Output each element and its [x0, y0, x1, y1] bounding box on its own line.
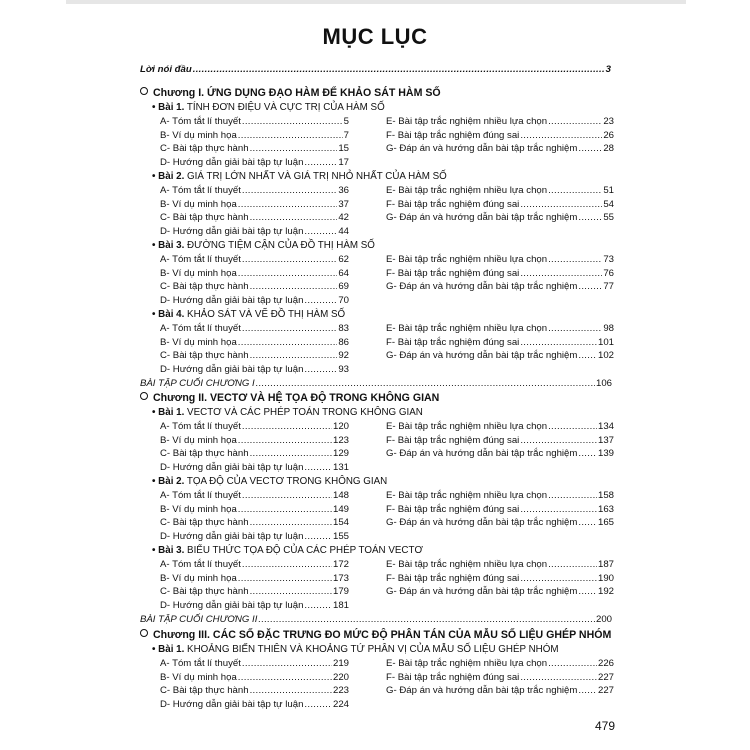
entry-page: 163	[597, 503, 614, 515]
dot-leader	[578, 142, 602, 156]
entry-page: 70	[338, 295, 349, 307]
lesson-title-text: VECTƠ VÀ CÁC PHÉP TOÁN TRONG KHÔNG GIAN	[187, 407, 423, 418]
toc-entry[interactable]	[386, 129, 614, 143]
toc-entry[interactable]	[160, 420, 349, 434]
dot-leader	[548, 115, 602, 129]
toc-entry-chapter-exercises[interactable]	[140, 377, 612, 391]
entry-label: C- Bài tập thực hành	[160, 685, 249, 697]
lesson-items	[140, 558, 612, 613]
dot-leader	[193, 63, 605, 77]
toc-entry[interactable]	[386, 115, 614, 129]
toc-entry[interactable]	[160, 129, 349, 143]
lesson-items	[140, 420, 612, 475]
lesson-label: Bài 3.	[158, 239, 185, 251]
circle-bullet-icon	[140, 629, 148, 637]
dot-leader	[548, 253, 602, 267]
dot-leader	[238, 434, 332, 448]
entry-page: 17	[338, 157, 349, 169]
toc-entry[interactable]	[160, 698, 349, 712]
entry-page: 102	[597, 350, 614, 362]
lesson-label: Bài 1.	[158, 102, 185, 113]
toc-entry[interactable]	[160, 322, 349, 336]
lesson-items	[140, 322, 612, 377]
entry-label: A- Tóm tắt lí thuyết	[160, 253, 241, 265]
lesson-items	[140, 657, 612, 712]
entry-label: BÀI TẬP CUỐI CHƯƠNG I	[140, 377, 255, 389]
dot-leader	[520, 503, 597, 517]
dot-leader	[250, 684, 332, 698]
entry-page: 154	[332, 517, 349, 529]
bullet-icon: •	[152, 102, 156, 113]
dot-leader	[250, 447, 332, 461]
toc-entry[interactable]	[160, 558, 349, 572]
entry-page: 51	[603, 184, 614, 196]
dot-leader	[238, 336, 338, 350]
lesson-title-text: GIÁ TRỊ LỚN NHẤT VÀ GIÁ TRỊ NHỎ NHẤT CỦA HÀM SỐ	[187, 170, 447, 182]
entry-label: G- Đáp án và hướng dẫn bài tập trắc nghiệm	[386, 281, 578, 293]
page-top-edge	[66, 0, 686, 4]
dot-leader	[548, 322, 602, 336]
toc-entry[interactable]	[386, 142, 614, 156]
entry-page: 42	[338, 212, 349, 224]
toc-entry[interactable]	[160, 363, 349, 377]
toc-entry[interactable]	[160, 599, 349, 613]
dot-leader	[238, 671, 332, 685]
entry-label: D- Hướng dẫn giải bài tập tự luận	[160, 600, 304, 612]
entry-label: B- Ví dụ minh họa	[160, 572, 237, 584]
toc-entry[interactable]	[160, 572, 349, 586]
lesson-title-text: KHOẢNG BIẾN THIÊN VÀ KHOẢNG TỨ PHÂN VỊ CỦA MẪU SỐ LIỆU GHÉP NHÓM	[187, 644, 559, 655]
entry-page: 155	[332, 531, 349, 543]
lesson-label: Bài 2.	[158, 475, 185, 487]
chapter-title[interactable]	[140, 391, 612, 406]
entry-page: 28	[603, 143, 614, 155]
entry-page: 73	[603, 253, 614, 265]
entry-label: C- Bài tập thực hành	[160, 212, 249, 224]
toc-entry-chapter-exercises[interactable]	[140, 613, 612, 627]
entry-label: B- Ví dụ minh họa	[160, 503, 237, 515]
bullet-icon: •	[152, 644, 156, 655]
toc-entry[interactable]	[386, 211, 614, 225]
entry-label: D- Hướng dẫn giải bài tập tự luận	[160, 157, 304, 169]
chapter-title[interactable]	[140, 628, 612, 643]
dot-leader	[242, 420, 332, 434]
lesson-items	[140, 253, 612, 308]
chapter-title-text: Chương III. CÁC SỐ ĐẶC TRƯNG ĐO MỨC ĐỘ PHÂN TÁN CỦA MẪU SỐ LIỆU GHÉP NHÓM	[153, 629, 612, 641]
lesson-title[interactable]	[140, 475, 612, 489]
entry-label: G- Đáp án và hướng dẫn bài tập trắc nghiệm	[386, 212, 578, 224]
entry-page: 149	[332, 503, 349, 515]
toc-entry[interactable]	[386, 657, 614, 671]
entry-page: 120	[332, 420, 349, 432]
dot-leader	[242, 184, 337, 198]
entry-page: 23	[603, 115, 614, 127]
entry-label: A- Tóm tắt lí thuyết	[160, 322, 241, 334]
entry-page: 62	[338, 253, 349, 265]
entry-page: 64	[338, 267, 349, 279]
toc-entry[interactable]	[160, 280, 349, 294]
entry-label: A- Tóm tắt lí thuyết	[160, 420, 241, 432]
entry-page: 101	[597, 336, 614, 348]
entry-page: 77	[603, 281, 614, 293]
dot-leader	[578, 349, 597, 363]
toc-entry[interactable]	[160, 489, 349, 503]
entry-page: 26	[603, 129, 614, 141]
entry-label: E- Bài tập trắc nghiệm nhiều lựa chọn	[386, 657, 548, 669]
entry-label: G- Đáp án và hướng dẫn bài tập trắc nghiệm	[386, 517, 578, 529]
bullet-icon: •	[152, 475, 156, 487]
dot-leader	[242, 115, 343, 129]
page-title: MỤC LỤC	[322, 24, 428, 49]
entry-page: 92	[338, 350, 349, 362]
entry-label: G- Đáp án và hướng dẫn bài tập trắc nghiệm	[386, 448, 578, 460]
chapter-title-text: Chương I. ỨNG DỤNG ĐẠO HÀM ĐỂ KHẢO SÁT HÀM SỐ	[153, 87, 441, 99]
lesson-title[interactable]	[140, 544, 612, 558]
entry-label: A- Tóm tắt lí thuyết	[160, 489, 241, 501]
toc-entry[interactable]	[160, 115, 349, 129]
entry-label: BÀI TẬP CUỐI CHƯƠNG II	[140, 613, 258, 625]
circle-bullet-icon	[140, 392, 148, 400]
dot-leader	[250, 585, 332, 599]
chapter-section	[140, 86, 612, 391]
entry-page: 106	[595, 377, 612, 389]
entry-page: 223	[332, 685, 349, 697]
toc-entry[interactable]	[386, 503, 614, 517]
dot-leader	[548, 558, 597, 572]
entry-label: E- Bài tập trắc nghiệm nhiều lựa chọn	[386, 322, 548, 334]
toc-entry[interactable]	[160, 447, 349, 461]
dot-leader	[548, 489, 597, 503]
entry-label: E- Bài tập trắc nghiệm nhiều lựa chọn	[386, 489, 548, 501]
entry-page: 227	[597, 671, 614, 683]
circle-bullet-icon	[140, 87, 148, 95]
entry-page: 44	[338, 226, 349, 238]
entry-page: 137	[597, 434, 614, 446]
entry-label: G- Đáp án và hướng dẫn bài tập trắc nghiệm	[386, 350, 578, 362]
lesson-title-text: TỌA ĐỘ CỦA VECTƠ TRONG KHÔNG GIAN	[186, 475, 388, 487]
dot-leader	[242, 657, 332, 671]
entry-page: 227	[597, 685, 614, 697]
entry-page: 69	[338, 281, 349, 293]
dot-leader	[304, 294, 337, 308]
entry-label: D- Hướng dẫn giải bài tập tự luận	[160, 699, 304, 711]
toc-entry[interactable]	[386, 420, 614, 434]
entry-label: Lời nói đầu	[140, 64, 192, 75]
entry-label: D- Hướng dẫn giải bài tập tự luận	[160, 462, 304, 474]
entry-label: F- Bài tập trắc nghiệm đúng sai	[386, 503, 520, 515]
lesson-title-text: ĐƯỜNG TIỆM CẬN CỦA ĐỒ THỊ HÀM SỐ	[187, 239, 375, 251]
dot-leader	[258, 613, 595, 627]
entry-page: 181	[332, 600, 349, 612]
toc-entry[interactable]	[386, 671, 614, 685]
dot-leader	[548, 184, 602, 198]
entry-label: F- Bài tập trắc nghiệm đúng sai	[386, 198, 520, 210]
entry-page: 93	[338, 364, 349, 376]
toc-entry[interactable]	[160, 267, 349, 281]
toc-entry[interactable]	[386, 684, 614, 698]
entry-page: 55	[603, 212, 614, 224]
dot-leader	[256, 377, 595, 391]
chapter-section	[140, 391, 612, 627]
dot-leader	[238, 503, 332, 517]
entry-page: 5	[343, 115, 349, 127]
toc-entry[interactable]	[386, 585, 614, 599]
lesson-label: Bài 1.	[158, 407, 185, 418]
entry-page: 129	[332, 448, 349, 460]
chapter-title[interactable]	[140, 86, 612, 101]
entry-label: C- Bài tập thực hành	[160, 281, 249, 293]
entry-label: F- Bài tập trắc nghiệm đúng sai	[386, 129, 520, 141]
dot-leader	[238, 198, 338, 212]
entry-label: B- Ví dụ minh họa	[160, 267, 237, 279]
entry-page: 36	[338, 184, 349, 196]
toc-entry[interactable]	[160, 349, 349, 363]
dot-leader	[304, 225, 337, 239]
dot-leader	[520, 671, 597, 685]
dot-leader	[520, 198, 602, 212]
entry-label: C- Bài tập thực hành	[160, 350, 249, 362]
entry-page: 139	[597, 448, 614, 460]
entry-page: 190	[597, 572, 614, 584]
lesson-label: Bài 4.	[158, 308, 185, 320]
lesson-title-text: KHẢO SÁT VÀ VẼ ĐỒ THỊ HÀM SỐ	[187, 308, 346, 320]
entry-page: 165	[597, 517, 614, 529]
toc-entry[interactable]	[160, 585, 349, 599]
bullet-icon: •	[152, 239, 156, 251]
entry-page: 158	[597, 489, 614, 501]
dot-leader	[578, 516, 597, 530]
toc-entry[interactable]	[160, 434, 349, 448]
entry-page: 226	[597, 657, 614, 669]
toc-entry[interactable]	[160, 184, 349, 198]
entry-page: 179	[332, 586, 349, 598]
toc-entry[interactable]	[386, 447, 614, 461]
lesson-items	[140, 489, 612, 544]
entry-label: C- Bài tập thực hành	[160, 517, 249, 529]
toc-entry[interactable]	[160, 684, 349, 698]
entry-label: G- Đáp án và hướng dẫn bài tập trắc nghiệm	[386, 685, 578, 697]
entry-label: F- Bài tập trắc nghiệm đúng sai	[386, 336, 520, 348]
entry-label: E- Bài tập trắc nghiệm nhiều lựa chọn	[386, 115, 548, 127]
bullet-icon: •	[152, 170, 156, 182]
toc-entry[interactable]	[160, 211, 349, 225]
entry-label: F- Bài tập trắc nghiệm đúng sai	[386, 267, 520, 279]
lesson-title[interactable]	[140, 643, 612, 657]
toc-entry[interactable]	[386, 322, 614, 336]
dot-leader	[242, 489, 332, 503]
lesson-title[interactable]	[140, 101, 612, 115]
toc-entry[interactable]	[386, 572, 614, 586]
dot-leader	[242, 558, 332, 572]
entry-page: 172	[332, 558, 349, 570]
toc-entry[interactable]	[386, 516, 614, 530]
dot-leader	[520, 336, 597, 350]
toc-entry[interactable]	[160, 516, 349, 530]
lesson-title-text: BIỂU THỨC TỌA ĐỘ CỦA CÁC PHÉP TOÁN VECTƠ	[187, 544, 423, 556]
dot-leader	[578, 280, 602, 294]
dot-leader	[250, 516, 332, 530]
dot-leader	[578, 447, 597, 461]
toc-entry[interactable]	[160, 671, 349, 685]
chapter-title-text: Chương II. VECTƠ VÀ HỆ TỌA ĐỘ TRONG KHÔNG GIAN	[153, 392, 440, 404]
lesson-label: Bài 2.	[158, 170, 185, 182]
lesson-title[interactable]	[140, 239, 612, 253]
toc-entry[interactable]	[386, 336, 614, 350]
toc-entry[interactable]	[160, 461, 349, 475]
dot-leader	[548, 420, 597, 434]
toc-entry[interactable]	[160, 156, 349, 170]
dot-leader	[250, 349, 338, 363]
entry-page: 173	[332, 572, 349, 584]
entry-label: D- Hướng dẫn giải bài tập tự luận	[160, 364, 304, 376]
page-number: 479	[595, 719, 616, 733]
entry-page: 83	[338, 322, 349, 334]
chapter-section	[140, 628, 612, 712]
entry-label: C- Bài tập thực hành	[160, 143, 249, 155]
entry-page: 86	[338, 336, 349, 348]
toc-entry[interactable]	[386, 253, 614, 267]
lesson-title[interactable]	[140, 406, 612, 420]
dot-leader	[548, 657, 597, 671]
dot-leader	[520, 572, 597, 586]
dot-leader	[520, 434, 597, 448]
entry-label: D- Hướng dẫn giải bài tập tự luận	[160, 295, 304, 307]
entry-label: E- Bài tập trắc nghiệm nhiều lựa chọn	[386, 253, 548, 265]
entry-page: 76	[603, 267, 614, 279]
bullet-icon: •	[152, 308, 156, 320]
entry-page: 7	[343, 129, 349, 141]
dot-leader	[304, 461, 332, 475]
dot-leader	[304, 599, 332, 613]
toc-entry[interactable]	[160, 503, 349, 517]
bullet-icon: •	[152, 544, 156, 556]
entry-label: B- Ví dụ minh họa	[160, 129, 237, 141]
toc-entry[interactable]	[160, 530, 349, 544]
toc-entry[interactable]	[160, 142, 349, 156]
toc-entry[interactable]	[160, 657, 349, 671]
dot-leader	[578, 211, 602, 225]
toc-entry[interactable]	[160, 225, 349, 239]
entry-page: 15	[338, 143, 349, 155]
toc-entry[interactable]	[386, 267, 614, 281]
lesson-title-text: TÍNH ĐƠN ĐIỆU VÀ CỰC TRỊ CỦA HÀM SỐ	[186, 102, 385, 113]
entry-page: 224	[332, 699, 349, 711]
entry-label: A- Tóm tắt lí thuyết	[160, 657, 241, 669]
entry-label: E- Bài tập trắc nghiệm nhiều lựa chọn	[386, 558, 548, 570]
entry-page: 200	[595, 613, 612, 625]
entry-page: 219	[332, 657, 349, 669]
toc-entry[interactable]	[386, 184, 614, 198]
dot-leader	[250, 142, 338, 156]
entry-label: D- Hướng dẫn giải bài tập tự luận	[160, 531, 304, 543]
entry-label: B- Ví dụ minh họa	[160, 198, 237, 210]
toc-entry[interactable]	[160, 198, 349, 212]
entry-label: G- Đáp án và hướng dẫn bài tập trắc nghiệm	[386, 586, 578, 598]
entry-label: F- Bài tập trắc nghiệm đúng sai	[386, 671, 520, 683]
lesson-label: Bài 3.	[158, 544, 185, 556]
entry-label: B- Ví dụ minh họa	[160, 671, 237, 683]
toc-entry[interactable]	[386, 280, 614, 294]
entry-page: 123	[332, 434, 349, 446]
lesson-label: Bài 1.	[158, 644, 185, 655]
entry-label: A- Tóm tắt lí thuyết	[160, 115, 241, 127]
entry-label: G- Đáp án và hướng dẫn bài tập trắc nghiệm	[386, 143, 578, 155]
toc-entry[interactable]	[386, 558, 614, 572]
entry-page: 37	[338, 198, 349, 210]
entry-label: F- Bài tập trắc nghiệm đúng sai	[386, 572, 520, 584]
dot-leader	[304, 156, 337, 170]
dot-leader	[250, 211, 338, 225]
toc-entry[interactable]	[160, 336, 349, 350]
lesson-items	[140, 115, 612, 170]
dot-leader	[304, 698, 332, 712]
dot-leader	[578, 585, 597, 599]
lesson-title[interactable]	[140, 308, 612, 322]
dot-leader	[304, 530, 332, 544]
entry-page: 148	[332, 489, 349, 501]
entry-page: 54	[603, 198, 614, 210]
lesson-title[interactable]	[140, 170, 612, 184]
dot-leader	[250, 280, 338, 294]
entry-page: 192	[597, 586, 614, 598]
entry-page: 134	[597, 420, 614, 432]
entry-label: A- Tóm tắt lí thuyết	[160, 184, 241, 196]
dot-leader	[242, 253, 337, 267]
lesson-items	[140, 184, 612, 239]
entry-label: B- Ví dụ minh họa	[160, 336, 237, 348]
dot-leader	[238, 267, 338, 281]
dot-leader	[238, 129, 343, 143]
entry-label: B- Ví dụ minh họa	[160, 434, 237, 446]
entry-page: 98	[603, 322, 614, 334]
bullet-icon: •	[152, 407, 156, 418]
dot-leader	[520, 129, 602, 143]
toc-entry[interactable]	[386, 489, 614, 503]
entry-page: 3	[605, 64, 611, 75]
toc-entry[interactable]	[386, 198, 614, 212]
dot-leader	[520, 267, 602, 281]
toc-entry[interactable]	[386, 434, 614, 448]
entry-label: E- Bài tập trắc nghiệm nhiều lựa chọn	[386, 184, 548, 196]
dot-leader	[304, 363, 337, 377]
entry-label: A- Tóm tắt lí thuyết	[160, 558, 241, 570]
entry-label: F- Bài tập trắc nghiệm đúng sai	[386, 434, 520, 446]
entry-page: 220	[332, 671, 349, 683]
entry-page: 187	[597, 558, 614, 570]
dot-leader	[238, 572, 332, 586]
dot-leader	[242, 322, 337, 336]
entry-label: C- Bài tập thực hành	[160, 448, 249, 460]
toc-entry[interactable]	[386, 349, 614, 363]
toc-entry[interactable]	[160, 253, 349, 267]
dot-leader	[578, 684, 597, 698]
toc-entry-preface[interactable]	[140, 63, 611, 77]
toc-entry[interactable]	[160, 294, 349, 308]
entry-label: E- Bài tập trắc nghiệm nhiều lựa chọn	[386, 420, 548, 432]
entry-label: D- Hướng dẫn giải bài tập tự luận	[160, 226, 304, 238]
entry-page: 131	[332, 462, 349, 474]
entry-label: C- Bài tập thực hành	[160, 586, 249, 598]
